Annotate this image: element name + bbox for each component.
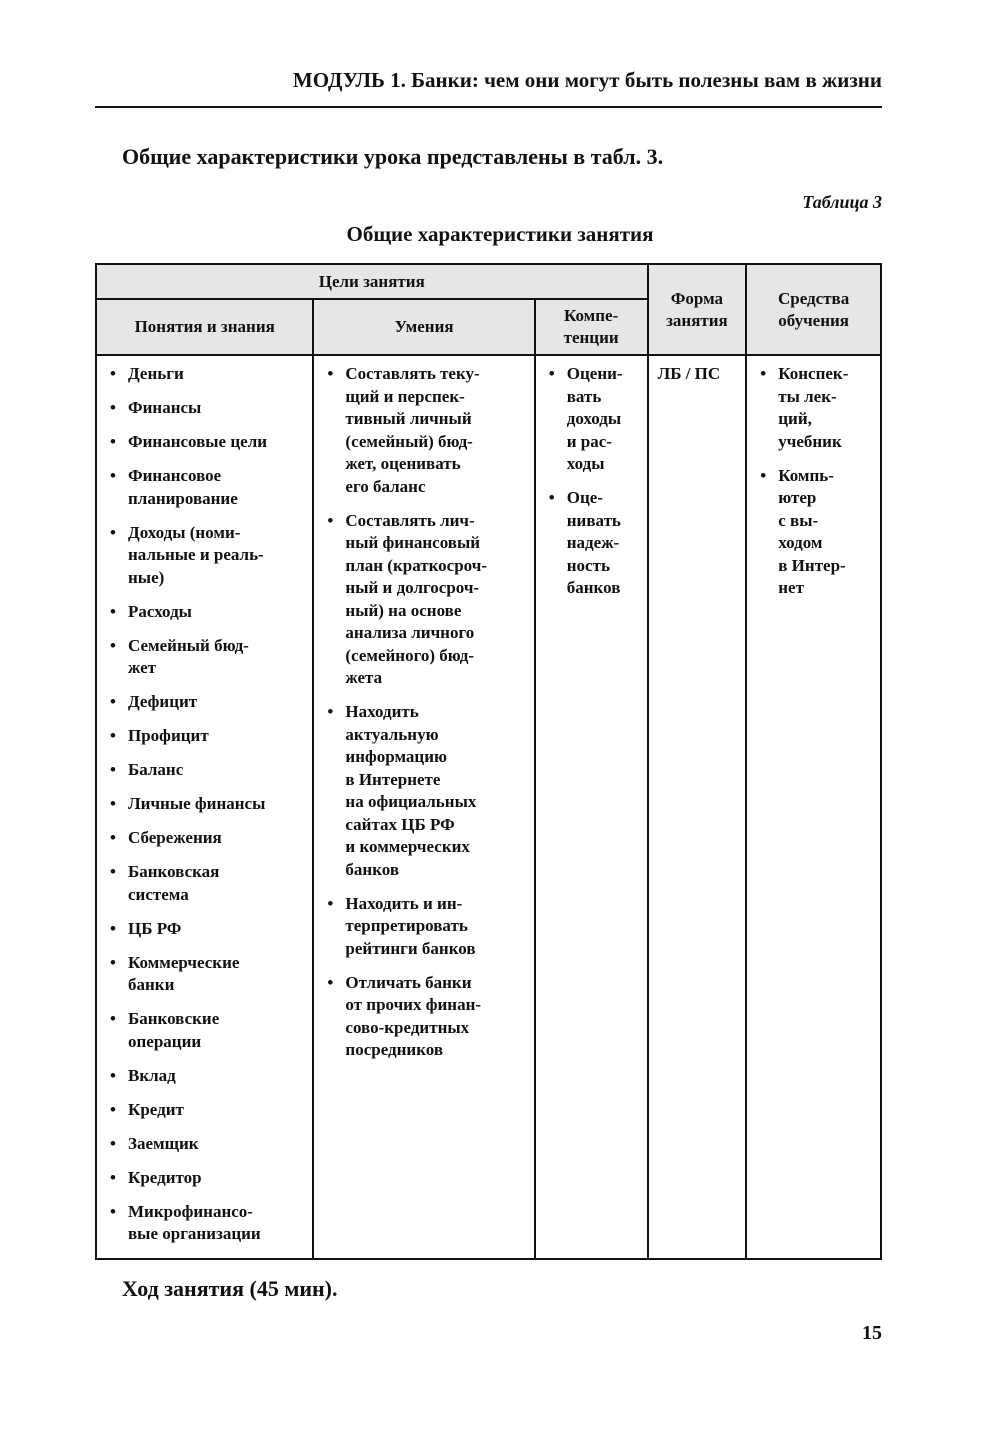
header-concepts: Понятия и знания — [96, 299, 313, 355]
competencies-list — [537, 357, 646, 600]
skills-cell — [313, 355, 534, 1259]
course-heading: Ход занятия (45 мин). — [122, 1276, 338, 1301]
lesson-characteristics-table — [95, 263, 882, 1260]
means-list — [748, 357, 879, 600]
list-item: • Баланс — [106, 759, 307, 782]
form-value: ЛБ / ПС — [657, 364, 721, 383]
list-item: • Оцени- вать доходы и рас- ходы — [545, 363, 642, 476]
page-number: 15 — [862, 1322, 882, 1344]
list-item: • Компь- ютер с вы- ходом в Интер- нет — [756, 465, 875, 600]
list-item: • Личные финансы — [106, 793, 307, 816]
list-item: • Оце- нивать надеж- ность банков — [545, 487, 642, 600]
table-label: Таблица 3 — [802, 192, 882, 212]
competencies-cell — [535, 355, 648, 1259]
header-rule — [95, 106, 882, 108]
list-item: • Находить и ин- терпретировать рейтинги банков — [323, 893, 528, 961]
header-competencies: Компе- тенции — [535, 299, 648, 355]
list-item: • Сбережения — [106, 827, 307, 850]
list-item: • Кредит — [106, 1099, 307, 1122]
table-title: Общие характеристики занятия — [346, 222, 654, 246]
form-cell — [648, 355, 747, 1259]
list-item: • Финансы — [106, 397, 307, 420]
list-item: • Кредитор — [106, 1167, 307, 1190]
header-goals: Цели занятия — [96, 264, 648, 299]
list-item: • Составлять теку- щий и перспек- тивный личный (семейный) бюд- жет, оценивать его баланс — [323, 363, 528, 498]
header-skills: Умения — [313, 299, 534, 355]
list-item: • Микрофинансо- вые организации — [106, 1201, 307, 1246]
intro-text: Общие характеристики урока представлены в табл. 3. — [122, 144, 664, 169]
list-item: • Семейный бюд- жет — [106, 635, 307, 680]
header-means: Средства обучения — [746, 264, 881, 355]
list-item: • Находить актуальную информацию в Интернете на официальных сайтах ЦБ РФ и коммерческих банков — [323, 701, 528, 881]
list-item: • Заемщик — [106, 1133, 307, 1156]
list-item: • Доходы (номи- нальные и реаль- ные) — [106, 522, 307, 590]
list-item: • Профицит — [106, 725, 307, 748]
list-item: • Коммерческие банки — [106, 952, 307, 997]
header-form: Форма занятия — [648, 264, 747, 355]
list-item: • Дефицит — [106, 691, 307, 714]
list-item: • Финансовые цели — [106, 431, 307, 454]
concepts-list — [98, 357, 311, 1246]
list-item: • Финансовое планирование — [106, 465, 307, 510]
list-item: • Расходы — [106, 601, 307, 624]
running-header: МОДУЛЬ 1. Банки: чем они могут быть полезны вам в жизни — [292, 68, 882, 92]
list-item: • Банковские операции — [106, 1008, 307, 1053]
list-item: • Деньги — [106, 363, 307, 386]
list-item: • Вклад — [106, 1065, 307, 1088]
concepts-cell — [96, 355, 313, 1259]
list-item: • Отличать банки от прочих финан- сово-кредитных посредников — [323, 972, 528, 1062]
list-item: • ЦБ РФ — [106, 918, 307, 941]
list-item: • Конспек- ты лек- ций, учебник — [756, 363, 875, 453]
means-cell — [746, 355, 881, 1259]
list-item: • Банковская система — [106, 861, 307, 906]
skills-list — [315, 357, 532, 1062]
list-item: • Составлять лич- ный финансовый план (краткосроч- ный и долгосроч- ный) на основе анализа личного (семейного) бюд- жета — [323, 510, 528, 690]
